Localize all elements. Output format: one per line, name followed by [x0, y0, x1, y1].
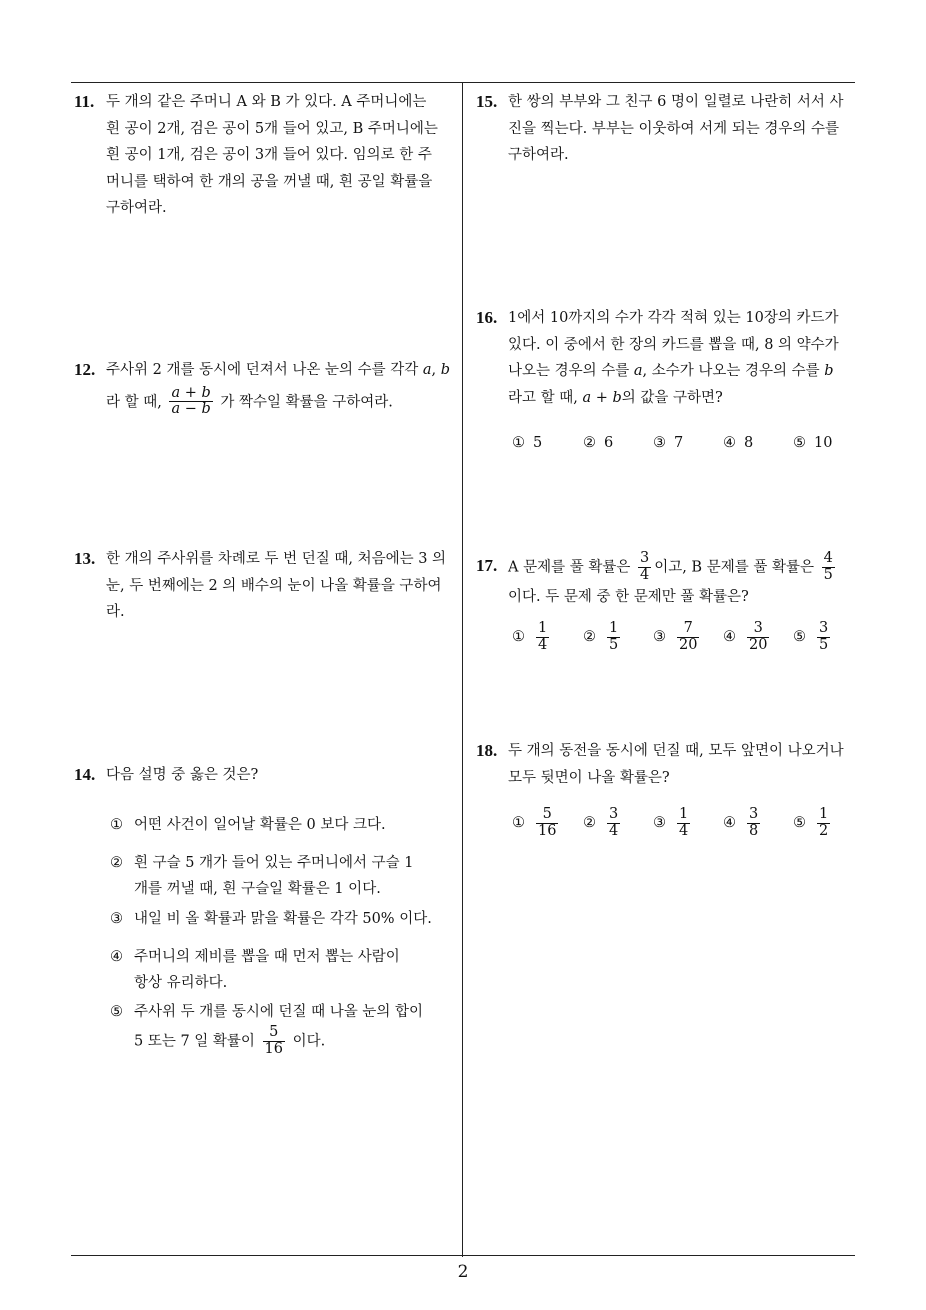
choice-4[interactable] — [723, 435, 753, 451]
question-13 — [74, 546, 460, 626]
question-text-line: 모두 뒷면이 나올 확률은? — [508, 769, 670, 786]
answer-choices — [512, 807, 852, 847]
question-stem: 다음 설명 중 옳은 것은? — [106, 767, 259, 783]
variable-a: a — [633, 363, 643, 379]
fraction-denominator: 4 — [538, 636, 548, 653]
choice-mark: ② — [110, 855, 123, 871]
question-text-line: 진을 찍는다. 부부는 이웃하여 서게 되는 경우의 수를 — [508, 120, 840, 137]
statement-text: 항상 유리하다. — [134, 975, 228, 991]
answer-choices — [512, 621, 852, 661]
statement-1 — [110, 812, 460, 838]
statement-text: 내일 비 올 확률과 맑을 확률은 각각 50% 이다. — [134, 911, 432, 927]
choice-4[interactable] — [723, 807, 763, 840]
fraction-denominator: 20 — [679, 636, 698, 653]
choice-mark: ③ — [653, 435, 666, 451]
fraction — [817, 807, 830, 840]
fraction-numerator: 3 — [753, 620, 763, 636]
statement-text: 주사위 두 개를 동시에 던질 때 나올 눈의 합이 — [134, 1004, 423, 1020]
fraction — [169, 386, 212, 419]
choice-value: 7 — [674, 435, 684, 451]
top-rule — [71, 82, 855, 83]
question-18 — [476, 738, 860, 791]
fraction-numerator: 1 — [819, 806, 829, 822]
choice-mark: ⑤ — [793, 629, 806, 646]
choice-mark: ③ — [653, 815, 666, 832]
fraction-denominator: 16 — [538, 822, 557, 839]
question-text: 라고 할 때, — [508, 389, 583, 406]
choice-mark: ⑤ — [793, 435, 806, 451]
fraction-denominator: 8 — [749, 822, 759, 839]
fraction-numerator: a + b — [171, 384, 211, 401]
fraction-denominator: 2 — [819, 822, 829, 839]
fraction-numerator: 3 — [639, 550, 650, 566]
question-text-line: 있다. 이 중에서 한 장의 카드를 뽑을 때, 8 의 약수가 — [508, 336, 839, 353]
fraction — [747, 621, 769, 654]
fraction — [817, 621, 830, 654]
fraction — [822, 551, 835, 584]
choice-1[interactable] — [512, 435, 542, 451]
fraction-denominator: 5 — [609, 636, 619, 653]
question-number: 14. — [74, 765, 96, 784]
question-text: 나오는 경우의 수를 — [508, 363, 634, 379]
question-text: 라 할 때, — [106, 393, 167, 410]
fraction — [677, 621, 699, 654]
fraction-numerator: 3 — [819, 620, 829, 636]
question-number: 16. — [476, 308, 498, 327]
fraction — [536, 807, 558, 840]
question-12 — [74, 357, 460, 418]
choice-mark: ① — [110, 817, 123, 833]
fraction-numerator: 1 — [679, 806, 689, 822]
question-text: 주사위 2 개를 동시에 던져서 나온 눈의 수를 각각 — [106, 362, 423, 378]
choice-4[interactable] — [723, 621, 772, 654]
statement-4 — [110, 944, 460, 996]
question-text-line: 이다. 두 문제 중 한 문제만 풀 확률은? — [508, 588, 749, 605]
choice-mark: ④ — [723, 629, 736, 646]
choice-mark: ③ — [110, 911, 123, 927]
choice-mark: ⑤ — [110, 1004, 123, 1020]
fraction-denominator: a − b — [171, 401, 211, 418]
choice-2[interactable] — [583, 807, 623, 840]
question-text-line: 눈, 두 번째에는 2 의 배수의 눈이 나올 확률을 구하여 — [106, 577, 442, 594]
choice-mark: ⑤ — [793, 815, 806, 832]
answer-choices — [512, 435, 852, 455]
fraction-denominator: 16 — [264, 1040, 283, 1057]
choice-mark: ③ — [653, 629, 666, 646]
choice-mark: ④ — [110, 949, 123, 965]
fraction — [536, 621, 549, 654]
question-17 — [476, 551, 860, 610]
variable-b: b — [824, 363, 834, 379]
choice-1[interactable] — [512, 807, 561, 840]
fraction-denominator: 4 — [639, 566, 650, 583]
choice-5[interactable] — [793, 621, 833, 654]
expression: a + b — [582, 389, 622, 406]
question-text: A 문제를 풀 확률은 — [508, 559, 635, 576]
statement-text: 이다. — [288, 1033, 326, 1050]
fraction-denominator: 5 — [819, 636, 829, 653]
fraction-denominator: 20 — [749, 636, 768, 653]
choice-value: 5 — [533, 435, 543, 451]
question-15 — [476, 89, 860, 169]
choice-1[interactable] — [512, 621, 552, 654]
statement-2 — [110, 850, 460, 902]
question-text: , 소수가 나오는 경우의 수를 — [642, 363, 825, 379]
choice-value: 6 — [604, 435, 614, 451]
fraction — [607, 807, 620, 840]
question-text-line: 흰 공이 1개, 검은 공이 3개 들어 있다. 임의로 한 주 — [106, 147, 432, 163]
question-text-line: 한 쌍의 부부와 그 친구 6 명이 일렬로 나란히 서서 사 — [508, 94, 844, 110]
fraction-denominator: 5 — [823, 566, 833, 583]
choice-3[interactable] — [653, 621, 702, 654]
statement-5 — [110, 999, 460, 1058]
question-text: 의 값을 구하면? — [621, 389, 723, 406]
choice-3[interactable] — [653, 807, 693, 840]
choice-value: 10 — [814, 435, 833, 451]
column-divider — [462, 82, 463, 1257]
choice-2[interactable] — [583, 435, 613, 451]
choice-mark: ① — [512, 435, 525, 451]
bottom-rule — [71, 1255, 855, 1256]
fraction — [607, 621, 620, 654]
question-text-line: 머니를 택하여 한 개의 공을 꺼낼 때, 흰 공일 확률을 — [106, 173, 433, 190]
question-text: 가 짝수일 확률을 구하여라. — [215, 393, 393, 410]
question-text-line: 한 개의 주사위를 차례로 두 번 던질 때, 처음에는 3 의 — [106, 551, 447, 567]
question-number: 15. — [476, 92, 498, 111]
statement-text: 어떤 사건이 일어날 확률은 0 보다 크다. — [134, 817, 386, 833]
fraction-numerator: 3 — [609, 806, 619, 822]
fraction — [263, 1025, 285, 1058]
question-number: 12. — [74, 360, 96, 379]
choice-5[interactable] — [793, 807, 833, 840]
fraction-denominator: 4 — [679, 822, 689, 839]
choice-mark: ① — [512, 629, 525, 646]
fraction-numerator: 1 — [538, 620, 548, 636]
statement-text: 5 또는 7 일 확률이 — [134, 1033, 260, 1050]
fraction-numerator: 5 — [269, 1024, 279, 1040]
question-text: 이고, B 문제를 풀 확률은 — [654, 559, 819, 576]
fraction — [638, 551, 651, 584]
choice-mark: ② — [583, 629, 596, 646]
page-number: 2 — [457, 1262, 469, 1282]
statement-text: 흰 구슬 5 개가 들어 있는 주머니에서 구슬 1 — [134, 855, 414, 871]
fraction — [747, 807, 760, 840]
question-14 — [74, 762, 460, 789]
question-number: 18. — [476, 741, 498, 760]
fraction-numerator: 3 — [749, 806, 759, 822]
statement-text: 주머니의 제비를 뽑을 때 먼저 뽑는 사람이 — [134, 949, 400, 965]
question-text-line: 1에서 10까지의 수가 각각 적혀 있는 10장의 카드가 — [508, 310, 839, 326]
question-number: 11. — [74, 92, 95, 111]
statement-text: 개를 꺼낼 때, 흰 구슬일 확률은 1 이다. — [134, 881, 381, 897]
question-text-line: 구하여라. — [508, 147, 569, 163]
question-text-line: 구하여라. — [106, 200, 167, 216]
question-text-line: 라. — [106, 604, 125, 620]
statement-3 — [110, 906, 460, 932]
variable-a: a — [422, 362, 432, 378]
comma: , — [431, 362, 441, 378]
question-16 — [476, 305, 860, 411]
choice-value: 8 — [744, 435, 754, 451]
question-11 — [74, 89, 460, 222]
choice-2[interactable] — [583, 621, 623, 654]
question-number: 13. — [74, 549, 96, 568]
choice-mark: ④ — [723, 435, 736, 451]
choice-3[interactable] — [653, 435, 683, 451]
fraction-numerator: 4 — [823, 550, 833, 566]
variable-b: b — [440, 362, 451, 378]
choice-mark: ① — [512, 815, 525, 832]
fraction-denominator: 4 — [609, 822, 619, 839]
fraction-numerator: 5 — [542, 806, 552, 822]
question-text-line: 흰 공이 2개, 검은 공이 5개 들어 있고, B 주머니에는 — [106, 120, 438, 137]
fraction-numerator: 1 — [609, 620, 619, 636]
question-text-line: 두 개의 동전을 동시에 던질 때, 모두 앞면이 나오거나 — [508, 743, 844, 759]
fraction-numerator: 7 — [683, 620, 693, 636]
question-text-line: 두 개의 같은 주머니 A 와 B 가 있다. A 주머니에는 — [106, 94, 427, 110]
choice-5[interactable] — [793, 435, 832, 451]
choice-mark: ② — [583, 435, 596, 451]
choice-mark: ② — [583, 815, 596, 832]
fraction — [677, 807, 690, 840]
choice-mark: ④ — [723, 815, 736, 832]
question-number: 17. — [476, 556, 498, 575]
